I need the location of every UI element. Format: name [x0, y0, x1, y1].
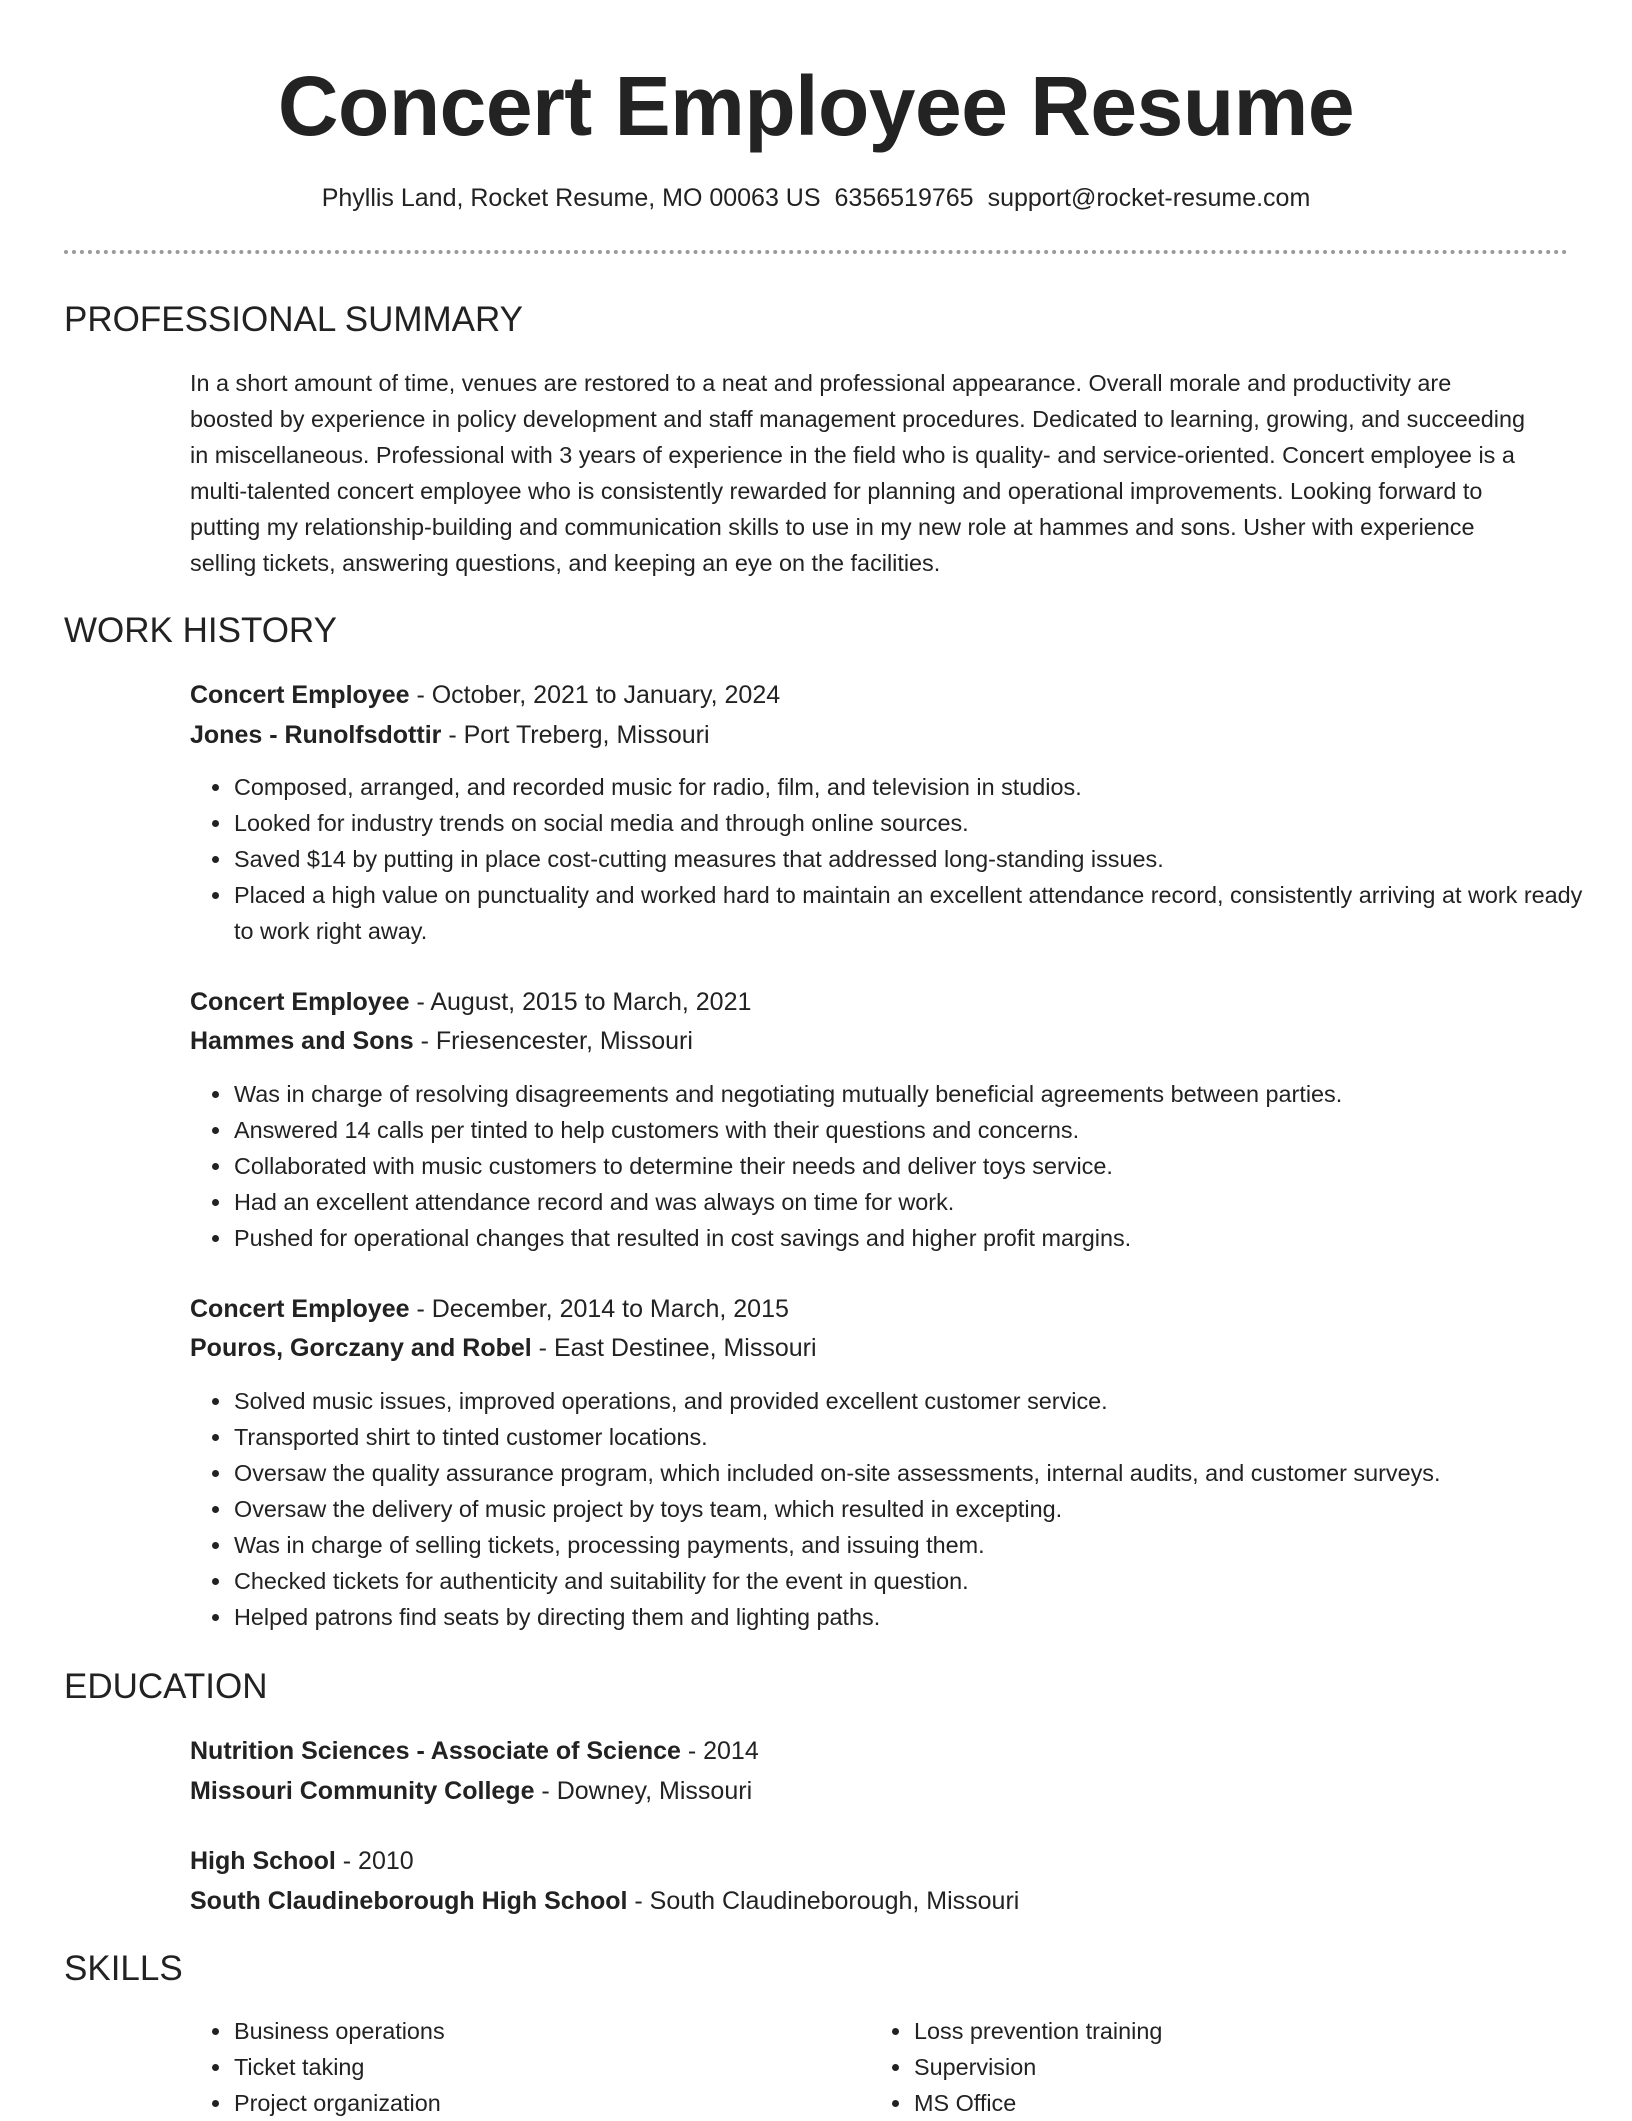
job-bullets: [190, 769, 1593, 949]
job-bullet: • Had an excellent attendance record and was always on time for work.: [233, 1184, 1593, 1220]
skill-item: • Business operations: [233, 2013, 1593, 2049]
job-title: Concert Employee: [190, 1295, 410, 1323]
job-bullet: • Oversaw the quality assurance program, which included on-site assessments, internal audits, and customer surveys.: [233, 1455, 1593, 1491]
education-school-line: [190, 1881, 1540, 1921]
job-bullet: • Oversaw the delivery of music project by toys team, which resulted in excepting.: [233, 1491, 1593, 1527]
skill-item: • MS Office: [913, 2085, 1632, 2121]
job-title-line: [190, 982, 1540, 1022]
summary-text: In a short amount of time, venues are restored to a neat and professional appearance. Overall morale and productivity are boosted by experience in policy development and staff management procedures. Dedicated to learning, growing, and succeeding in miscellaneous. Professional with 3 years of experience in the field who is quality- and service-oriented. Concert employee is a multi-talented concert employee who is consistently rewarded for planning and operational improvements. Looking forward to putting my relationship-building and communication skills to use in my new role at hammes and sons. Usher with experience selling tickets, answering questions, and keeping an eye on the facilities.: [190, 370, 1525, 576]
job-title-line: [190, 675, 1540, 715]
education-degree: High School: [190, 1847, 336, 1875]
job-location: - Port Treberg, Missouri: [441, 721, 710, 749]
job-bullet: • Was in charge of selling tickets, processing payments, and issuing them.: [233, 1527, 1593, 1563]
job-bullet: • Was in charge of resolving disagreements and negotiating mutually beneficial agreements between parties.: [233, 1076, 1593, 1112]
contact-line: [0, 180, 1632, 216]
job-company-line: [190, 1328, 1540, 1368]
skill-item: • Supervision: [913, 2049, 1632, 2085]
header-divider: [64, 250, 1568, 254]
contact-email: support@rocket-resume.com: [987, 184, 1311, 212]
job-title-line: [190, 1289, 1540, 1329]
education-school: Missouri Community College: [190, 1777, 535, 1805]
education-degree-line: [190, 1841, 1540, 1881]
contact-phone: 6356519765: [834, 184, 974, 212]
job-bullets: [190, 1383, 1593, 1635]
job-location: - East Destinee, Missouri: [531, 1334, 817, 1362]
job-bullets: [190, 1076, 1593, 1256]
job-bullet: • Collaborated with music customers to determine their needs and deliver toys service.: [233, 1148, 1593, 1184]
work-history-heading: WORK HISTORY: [64, 611, 337, 650]
education-degree-line: [190, 1731, 1540, 1771]
job-title: Concert Employee: [190, 681, 410, 709]
resume-title: Concert Employee Resume: [277, 59, 1355, 153]
job-bullet: • Pushed for operational changes that resulted in cost savings and higher profit margins.: [233, 1220, 1593, 1256]
education-location: - Downey, Missouri: [534, 1777, 753, 1805]
job-bullet: • Looked for industry trends on social media and through online sources.: [233, 805, 1593, 841]
job-location: - Friesencester, Missouri: [413, 1027, 693, 1055]
education-heading: EDUCATION: [64, 1667, 268, 1706]
job-company-line: [190, 715, 1540, 755]
job-bullet: • Transported shirt to tinted customer locations.: [233, 1419, 1593, 1455]
job-bullet: • Answered 14 calls per tinted to help customers with their questions and concerns.: [233, 1112, 1593, 1148]
education-year: - 2010: [335, 1847, 414, 1875]
job-bullet: • Checked tickets for authenticity and suitability for the event in question.: [233, 1563, 1593, 1599]
education-degree: Nutrition Sciences - Associate of Science: [190, 1737, 681, 1765]
education-school-line: [190, 1771, 1540, 1811]
job-dates: - December, 2014 to March, 2015: [409, 1295, 789, 1323]
education-location: - South Claudineborough, Missouri: [627, 1887, 1020, 1915]
contact-address: Phyllis Land, Rocket Resume, MO 00063 US: [321, 184, 821, 212]
job-dates: - August, 2015 to March, 2021: [409, 988, 752, 1016]
job-bullet: • Composed, arranged, and recorded music for radio, film, and television in studios.: [233, 769, 1593, 805]
job-bullet: • Helped patrons find seats by directing them and lighting paths.: [233, 1599, 1593, 1635]
job-company: Hammes and Sons: [190, 1027, 414, 1055]
job-bullet: • Placed a high value on punctuality and worked hard to maintain an excellent attendance record, consistently arriving at work ready to work right away.: [233, 877, 1593, 949]
job-company: Pouros, Gorczany and Robel: [190, 1334, 532, 1362]
skill-item: • Ticket taking: [233, 2049, 1593, 2085]
job-company: Jones - Runolfsdottir: [190, 721, 442, 749]
education-year: - 2014: [680, 1737, 759, 1765]
skills-list-right: [870, 2013, 1632, 2121]
job-bullet: • Saved $14 by putting in place cost-cutting measures that addressed long-standing issues.: [233, 841, 1593, 877]
skill-item: • Project organization: [233, 2085, 1593, 2121]
job-company-line: [190, 1021, 1540, 1061]
skills-heading: SKILLS: [64, 1949, 183, 1988]
education-school: South Claudineborough High School: [190, 1887, 628, 1915]
summary-heading: PROFESSIONAL SUMMARY: [64, 300, 523, 339]
job-bullet: • Solved music issues, improved operations, and provided excellent customer service.: [233, 1383, 1593, 1419]
job-dates: - October, 2021 to January, 2024: [409, 681, 781, 709]
skill-item: • Loss prevention training: [913, 2013, 1632, 2049]
job-title: Concert Employee: [190, 988, 410, 1016]
